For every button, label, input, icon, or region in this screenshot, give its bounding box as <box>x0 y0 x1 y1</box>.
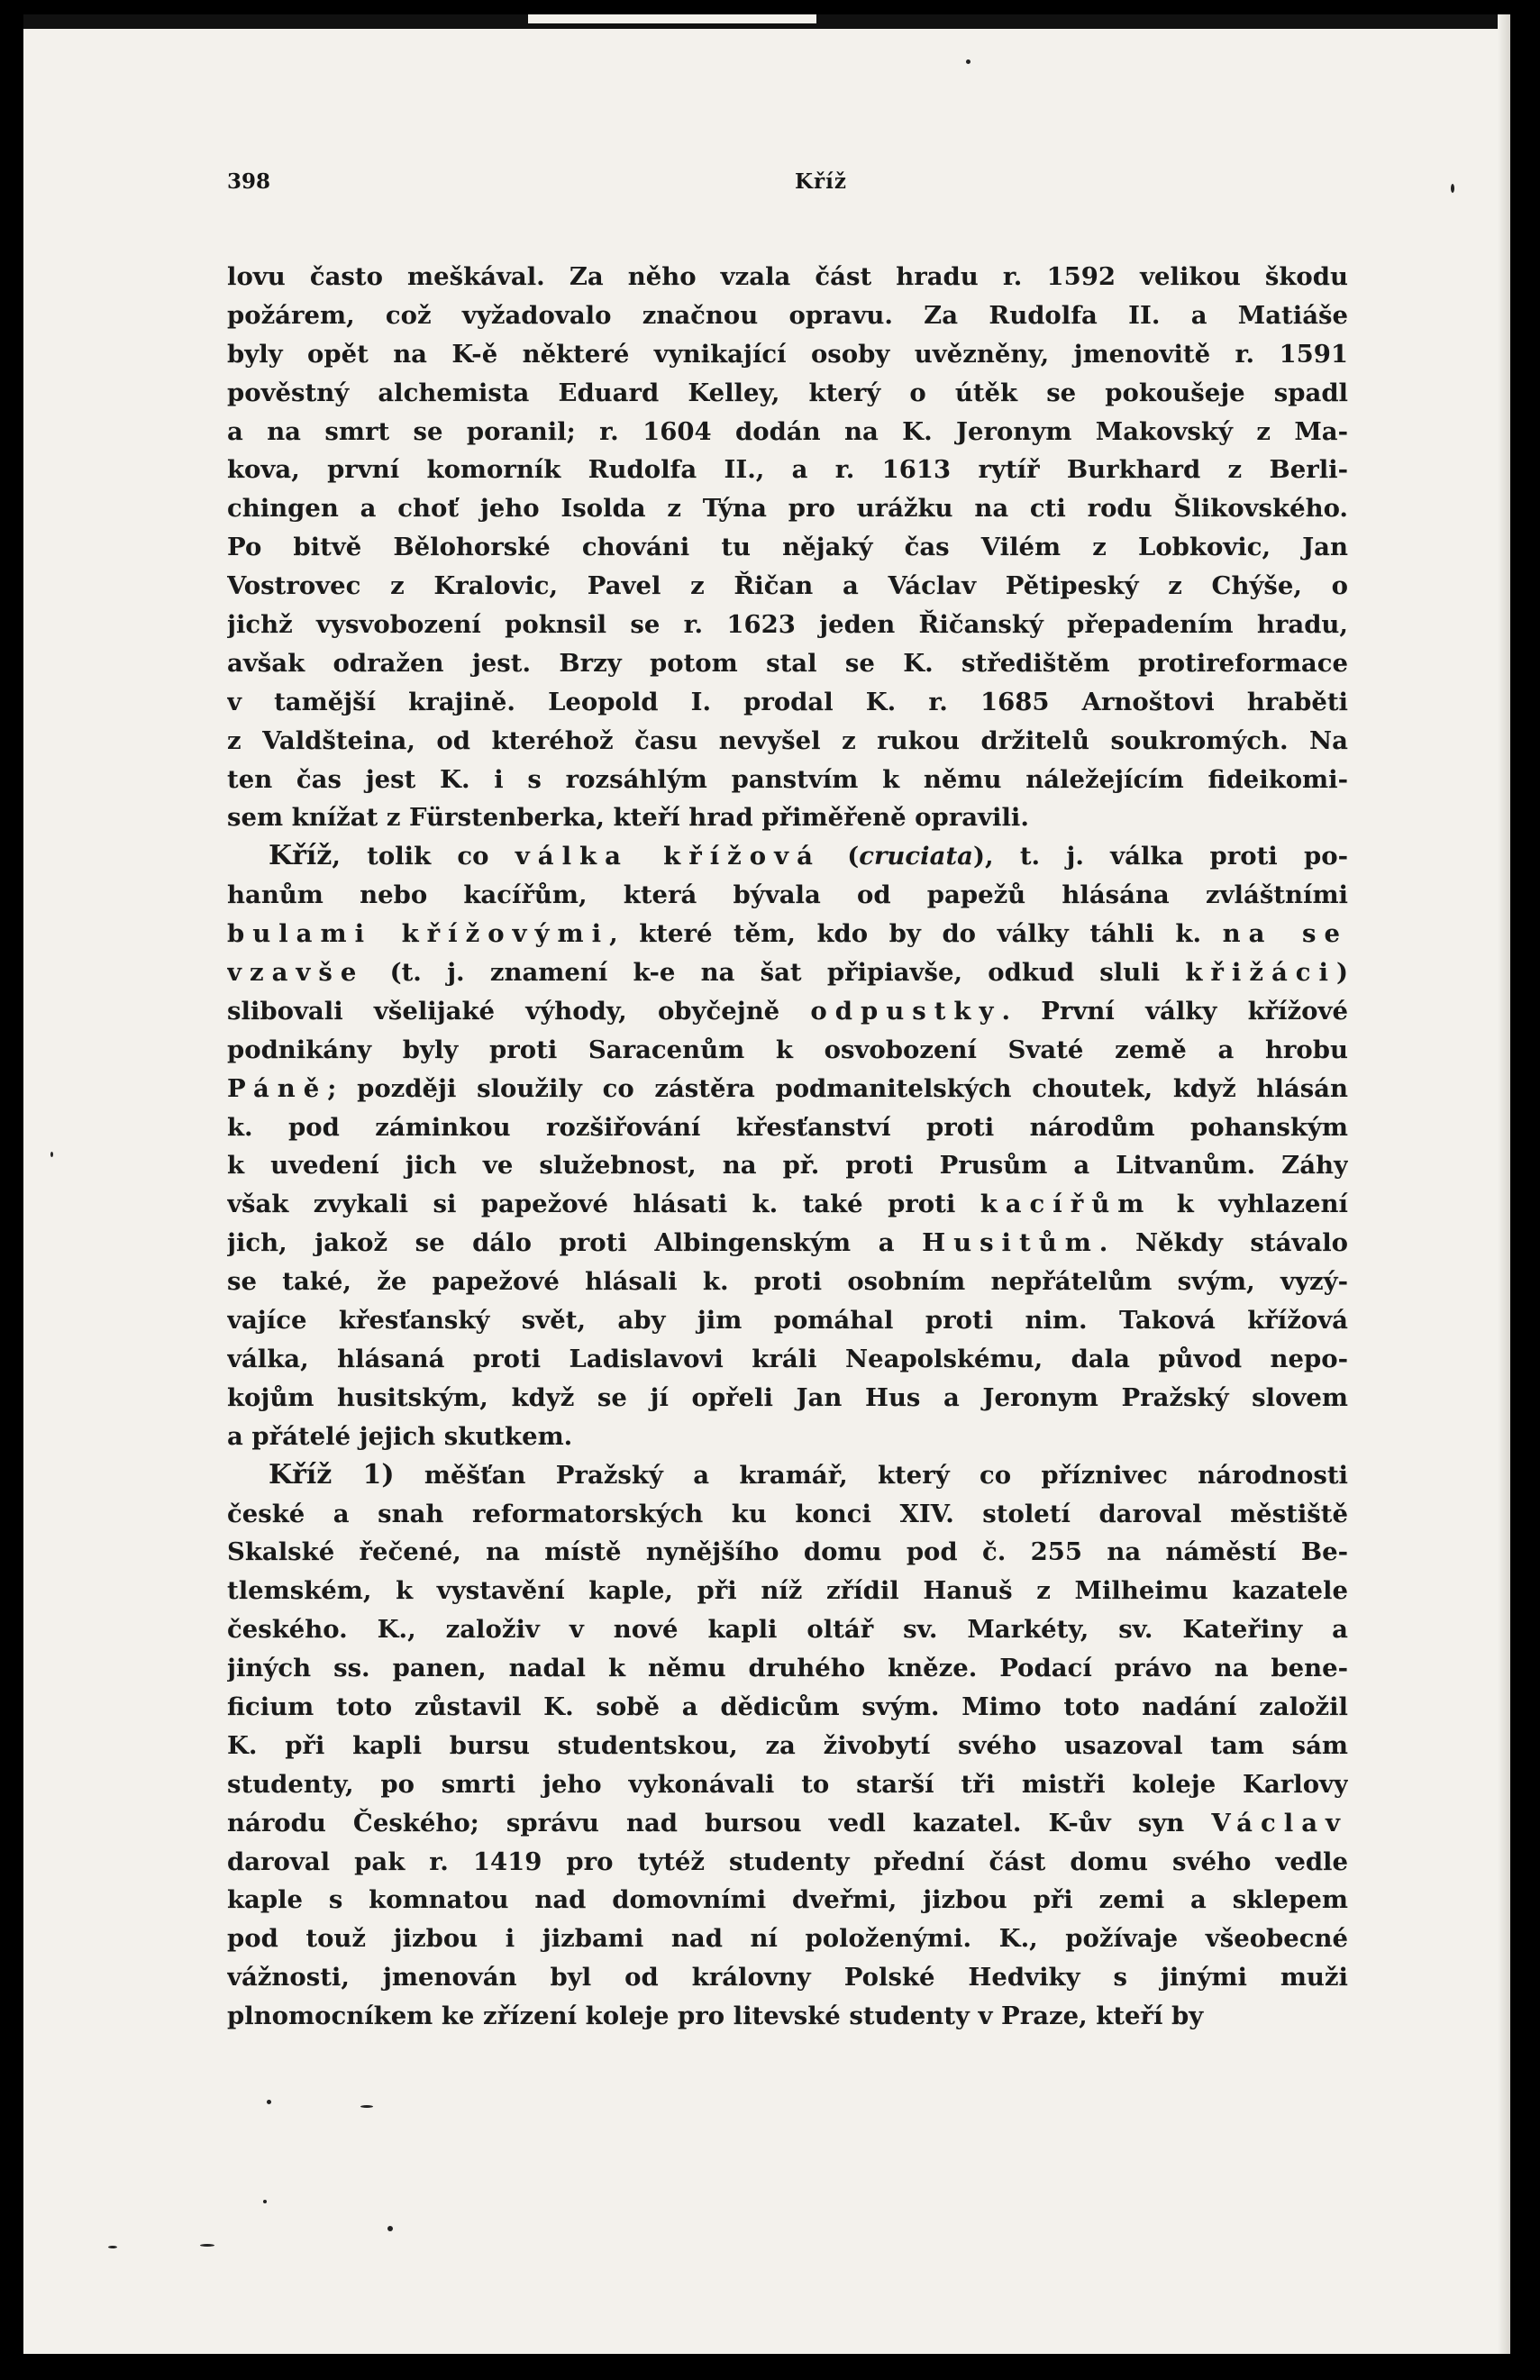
spaced-text: Václav <box>1211 1808 1348 1837</box>
entry-line: válka, hlásaná proti Ladislavovi králi Neapolskému, dala původ nepo- <box>227 1344 1348 1373</box>
text-fragment: . První války křížové <box>1001 996 1348 1026</box>
text-fragment: národu Českého; správu nad bursou vedl kazatel. K-ův syn <box>227 1808 1212 1837</box>
text-line: požárem, což vyžadovalo značnou opravu. Za Rudolfa II. a Matiáše <box>227 300 1348 330</box>
entry-line <box>227 837 1348 876</box>
spaced-text: na se <box>1222 919 1348 949</box>
spaced-text: bulami křížovými <box>227 919 610 949</box>
page-header <box>227 169 1348 205</box>
text-fragment: však zvykali si papežové hlásati k. také proti <box>227 1190 980 1219</box>
spaced-text: válka křížová <box>515 842 821 871</box>
spaced-text: křižáci <box>1185 958 1336 988</box>
text-fragment: ), t. j. válka proti po- <box>972 842 1348 871</box>
entry-headword: Kříž 1) <box>269 1458 395 1491</box>
text-column <box>227 258 1348 2036</box>
spaced-text: odpustky <box>810 996 1002 1026</box>
scan-speck <box>200 2244 214 2247</box>
entry-line <box>227 992 1348 1031</box>
text-fragment: jich, jakož se dálo proti Albingenským a <box>227 1228 923 1258</box>
entry-line: a přátelé jejich skutkem. <box>227 1421 573 1451</box>
text-fragment: (t. j. znamení k-e na šat připiavše, odkud sluli <box>364 958 1186 988</box>
entry-headword: Kříž <box>269 840 333 872</box>
entry-line: plnomocníkem ke zřízení koleje pro litevské studenty v Praze, kteří by <box>227 2002 1204 2031</box>
entry-line: vajíce křesťanský svět, aby jim pomáhal proti nim. Taková křížová <box>227 1306 1348 1336</box>
entry-line: kaple s komnatou nad domovními dveřmi, jizbou při zemi a sklepem <box>227 1885 1348 1915</box>
entry-line: ficium toto zůstavil K. sobě a dědicům svým. Mimo toto nadání založil <box>227 1692 1348 1721</box>
entry-line: k uvedení jich ve služebnost, na př. proti Prusům a Litvanům. Záhy <box>227 1151 1348 1181</box>
text-line: chingen a choť jeho Isolda z Týna pro urážku na cti rodu Šlikovského. <box>227 494 1348 524</box>
page-number: 398 <box>227 169 271 194</box>
text-line: Vostrovec z Kralovic, Pavel z Řičan a Václav Pětipeský z Chýše, o <box>227 571 1348 601</box>
text-line: jichž vysvobození poknsil se r. 1623 jeden Řičanský přepadením hradu, <box>227 610 1348 640</box>
text-fragment: , tolik co <box>332 842 515 871</box>
text-line: ten čas jest K. i s rozsáhlým panstvím k němu náležejícím fideikomi- <box>227 764 1348 794</box>
text-line: sem knížat z Fürstenberka, kteří hrad přiměřeně opravili. <box>227 803 1029 833</box>
text-line: kova, první komorník Rudolfa II., a r. 1613 rytíř Burkhard z Berli- <box>227 455 1348 485</box>
text-line: a na smrt se poranil; r. 1604 dodán na K. Jeronym Makovský z Ma- <box>227 416 1348 446</box>
entry-line: k. pod záminkou rozšiřování křesťanství proti národům pohanským <box>227 1112 1348 1142</box>
text-line: lovu často meškával. Za něho vzala část hradu r. 1592 velikou škodu <box>227 262 1348 291</box>
text-fragment: ( <box>820 842 860 871</box>
entry-line: podnikány byly proti Saracenům k osvobození Svaté země a hrobu <box>227 1035 1348 1064</box>
text-fragment: ; později sloužily co zástěra podmanitelských choutek, když hlásán <box>327 1073 1348 1103</box>
text-fragment: k vyhlazení <box>1152 1190 1348 1219</box>
page-edge-shadow <box>1498 14 1510 2354</box>
running-head: Kříž <box>795 169 847 194</box>
entry-line <box>227 1224 1348 1263</box>
text-fragment: , které těm, kdo by do války táhli k. <box>609 919 1223 949</box>
spaced-text: kacířům <box>980 1190 1153 1219</box>
entry-line: se také, že papežové hlásali k. proti osobním nepřátelům svým, vyzý- <box>227 1267 1348 1297</box>
spaced-text: vzavše <box>227 958 365 988</box>
entry-line: Skalské řečené, na místě nynějšího domu pod č. 255 na náměstí Be- <box>227 1537 1348 1567</box>
text-fragment: . Někdy stávalo <box>1098 1228 1348 1258</box>
text-line: v tamější krajině. Leopold I. prodal K. r. 1685 Arnoštovi hraběti <box>227 687 1348 716</box>
entry-line <box>227 1185 1348 1224</box>
text-fragment: slibovali všelijaké výhody, obyčejně <box>227 996 811 1026</box>
text-line: byly opět na K-ě některé vynikající osoby uvězněny, jmenovitě r. 1591 <box>227 339 1348 369</box>
text-line: avšak odražen jest. Brzy potom stal se K. středištěm protireformace <box>227 648 1348 678</box>
scan-speck <box>263 2200 267 2203</box>
scanned-page <box>23 14 1510 2354</box>
italic-text: cruciata <box>859 842 973 871</box>
scan-speck <box>267 2100 271 2104</box>
scan-speck <box>387 2226 393 2231</box>
spaced-text: Husitům <box>922 1228 1099 1258</box>
text-line: z Valdšteina, od kteréhož času nevyšel z rukou držitelů soukromých. Na <box>227 725 1348 755</box>
scan-speck <box>1451 184 1454 193</box>
entry-line <box>227 1804 1348 1843</box>
scan-speck <box>966 59 970 64</box>
entry-line: pod touž jizbou i jizbami nad ní položenými. K., požívaje všeobecné <box>227 1924 1348 1954</box>
entry-line: českého. K., založiv v nové kapli oltář sv. Markéty, sv. Kateřiny a <box>227 1615 1348 1645</box>
spaced-text: Páně <box>227 1073 328 1103</box>
text-line: Po bitvě Bělohorské chováni tu nějaký čas Vilém z Lobkovic, Jan <box>227 533 1348 562</box>
entry-line: hanům nebo kacířům, která bývala od papežů hlásána zvláštními <box>227 880 1348 910</box>
scan-speck <box>108 2246 117 2248</box>
entry-line: K. při kapli bursu studentskou, za živobytí svého usazoval tam sám <box>227 1730 1348 1760</box>
entry-line: kojům husitským, když se jí opřeli Jan Hus a Jeronym Pražský slovem <box>227 1382 1348 1412</box>
scan-speck <box>360 2105 373 2108</box>
entry-line <box>227 1070 1348 1108</box>
entry-line: daroval pak r. 1419 pro tytéž studenty přední část domu svého vedle <box>227 1847 1348 1876</box>
text-line: pověstný alchemista Eduard Kelley, který o útěk se pokoušeje spadl <box>227 378 1348 407</box>
entry-line: studenty, po smrti jeho vykonávali to starší tři mistři koleje Karlovy <box>227 1769 1348 1799</box>
text-fragment: měšťan Pražský a kramář, který co příznivec národnosti <box>394 1460 1348 1490</box>
entry-line: jiných ss. panen, nadal k němu druhého kněze. Podací právo na bene- <box>227 1654 1348 1683</box>
entry-line <box>227 915 1348 953</box>
entry-line: vážnosti, jmenován byl od královny Polské Hedviky s jinými muži <box>227 1963 1348 1992</box>
entry-line <box>227 953 1348 992</box>
text-fragment: ) <box>1335 958 1348 988</box>
entry-line: tlemském, k vystavění kaple, při níž zřídil Hanuš z Milheimu kazatele <box>227 1576 1348 1606</box>
entry-line <box>227 1456 1348 1495</box>
top-edge-gap <box>528 14 816 23</box>
scan-speck <box>50 1152 53 1157</box>
entry-line: české a snah reformatorských ku konci XIV. století daroval městiště <box>227 1499 1348 1528</box>
